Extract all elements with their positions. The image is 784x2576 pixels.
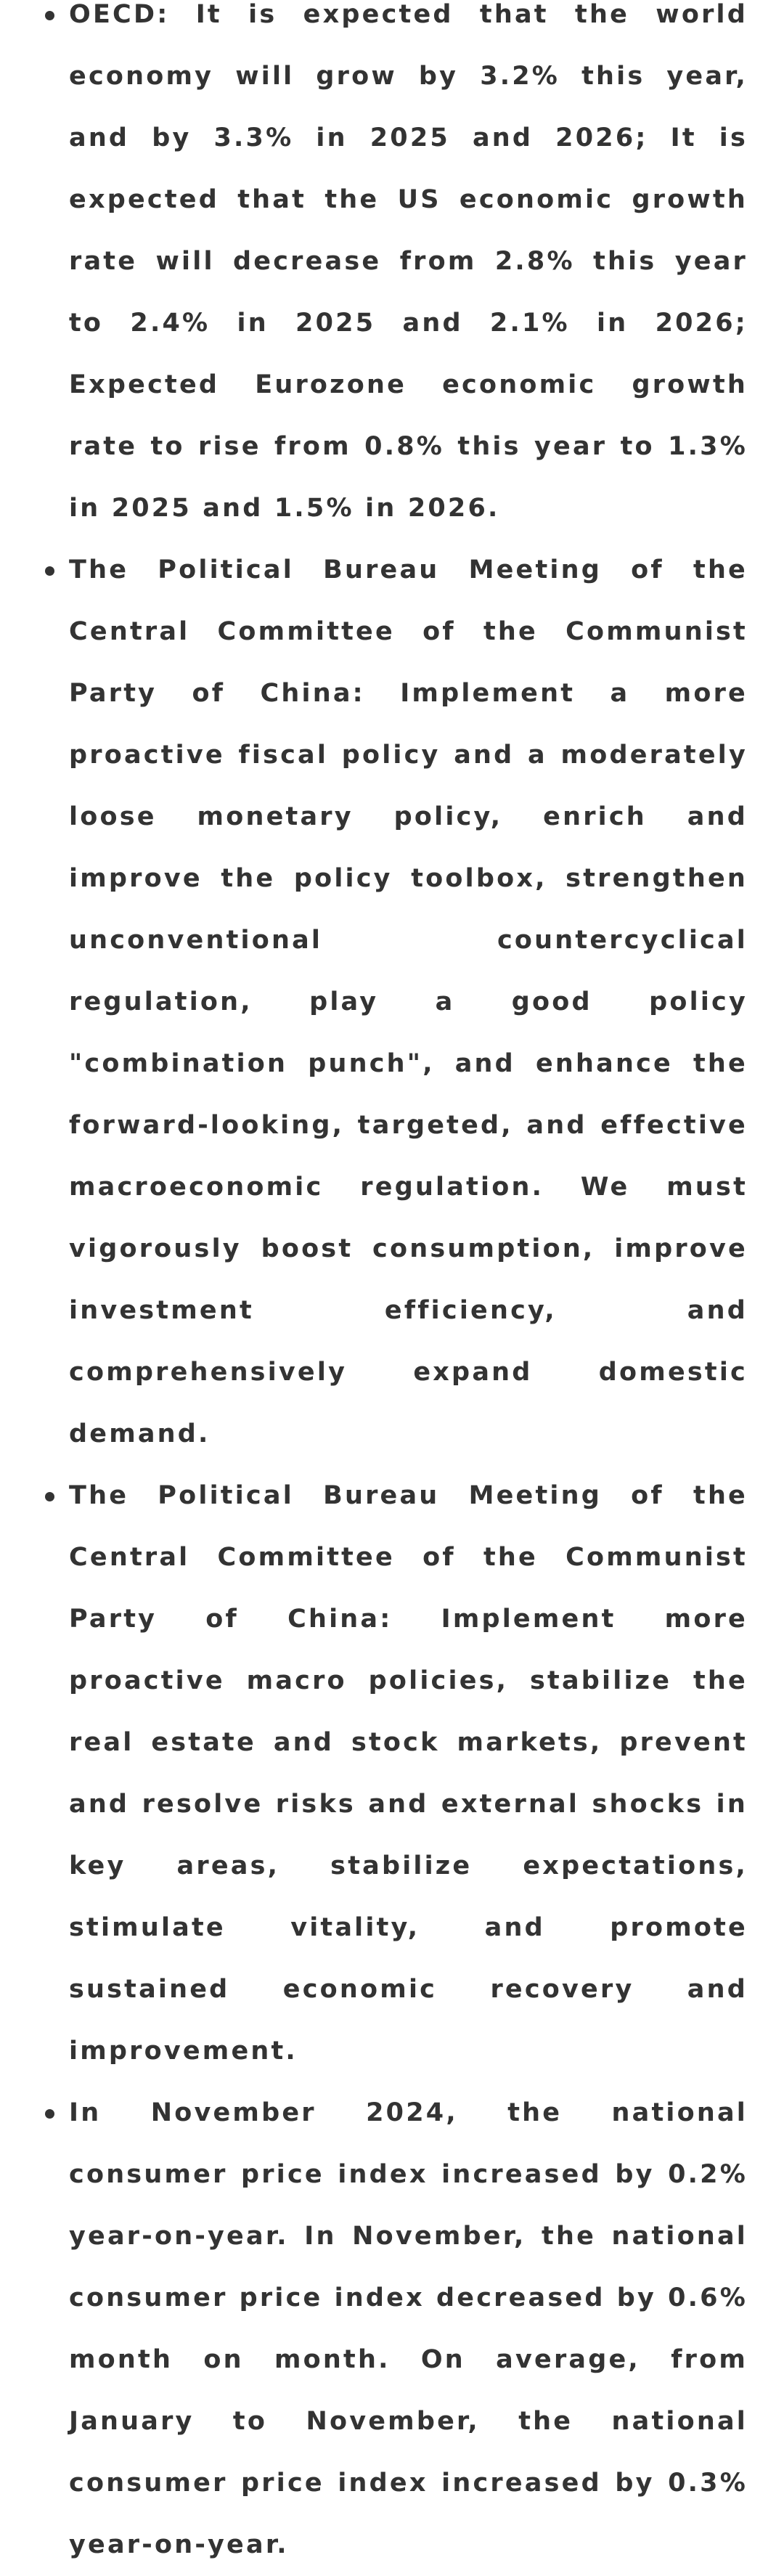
bullet-icon xyxy=(45,1492,54,1501)
list-item xyxy=(69,0,748,539)
list-item-text: In November 2024, the national consumer price index increased by 0.2% year-on-year. In November, the national consumer price index decreased by 0.6% month on month. On average, from January to November, the national consumer price index increased by 0.3% year-on-year. xyxy=(69,2098,748,2559)
bullet-icon xyxy=(45,2109,54,2119)
list-item xyxy=(69,539,748,1465)
list-item xyxy=(69,1465,748,2082)
list-item-text: OECD: It is expected that the world economy will grow by 3.2% this year, and by 3.3% in 2025 and 2026; It is expected that the US economic growth rate will decrease from 2.8% this year to 2.4% in 2025 and 2.1% in 2026; Expected Eurozone economic growth rate to rise from 0.8% this year to 1.3% in 2025 and 1.5% in 2026. xyxy=(69,0,748,523)
list-item-text: The Political Bureau Meeting of the Central Committee of the Communist Party of China: Implement a more proactive fiscal policy and a moderately loose monetary policy, enrich and improve the policy toolbox, strengthen unconventional countercyclical regulation, play a good policy "combination punch", and enhance the forward-looking, targeted, and effective macroeconomic regulation. We must vigorously boost consumption, improve investment efficiency, and comprehensively expand domestic demand. xyxy=(69,555,748,1448)
list-item xyxy=(69,2082,748,2576)
bullet-icon xyxy=(45,566,54,576)
list-item-text: The Political Bureau Meeting of the Central Committee of the Communist Party of China: Implement more proactive macro policies, stabilize the real estate and stock markets, prevent and resolve risks and external shocks in key areas, stabilize expectations, stimulate vitality, and promote sustained economic recovery and improvement. xyxy=(69,1481,748,2066)
bullet-icon xyxy=(45,11,54,20)
